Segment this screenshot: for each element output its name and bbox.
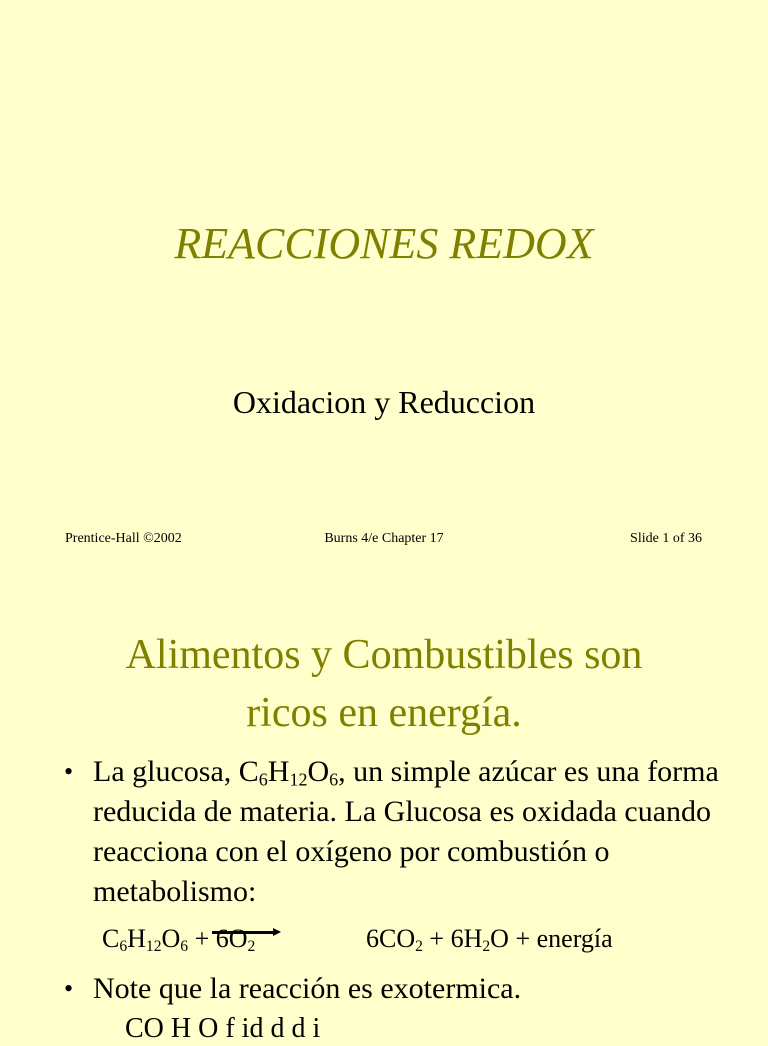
cut-off-subbullet: CO H O f id d d i <box>125 1013 321 1044</box>
slide-heading-line-1: Alimentos y Combustibles son <box>125 632 643 678</box>
bullet-dot-icon: • <box>64 974 74 1003</box>
bullet-item-glucose <box>64 752 733 912</box>
slide-heading <box>0 626 768 742</box>
equation-products: $6CO_2 + 6H_2O$ + energía <box>366 924 613 955</box>
slide-heading-line-2: ricos en energía. <box>246 690 522 736</box>
bullet-text: La glucosa, $C_6H_{12}O_6$, un simple azúcar es una forma reducida de materia. La Glucosa es oxidada cuando reacciona con el oxígeno por combustión o metabolismo: <box>93 755 719 908</box>
bullet-item-exothermic <box>64 969 733 1009</box>
slide-subtitle: Oxidacion y Reduccion <box>232 384 536 420</box>
footer-chapter: Burns 4/e Chapter 17 <box>324 531 444 546</box>
bullet-text: Note que la reacción es exotermica. <box>93 972 522 1005</box>
footer-publisher: Prentice-Hall ©2002 <box>65 531 182 546</box>
footer-slide-number: Slide 1 of 36 <box>630 531 702 546</box>
bullet-dot-icon: • <box>64 757 74 786</box>
reaction-arrow-icon <box>212 931 274 934</box>
content-slide <box>0 576 768 1044</box>
slide-title: REACCIONES REDOX <box>174 219 594 268</box>
equation-reactants: $C_6H_{12}O_6 + 6O_2$ <box>102 924 256 955</box>
